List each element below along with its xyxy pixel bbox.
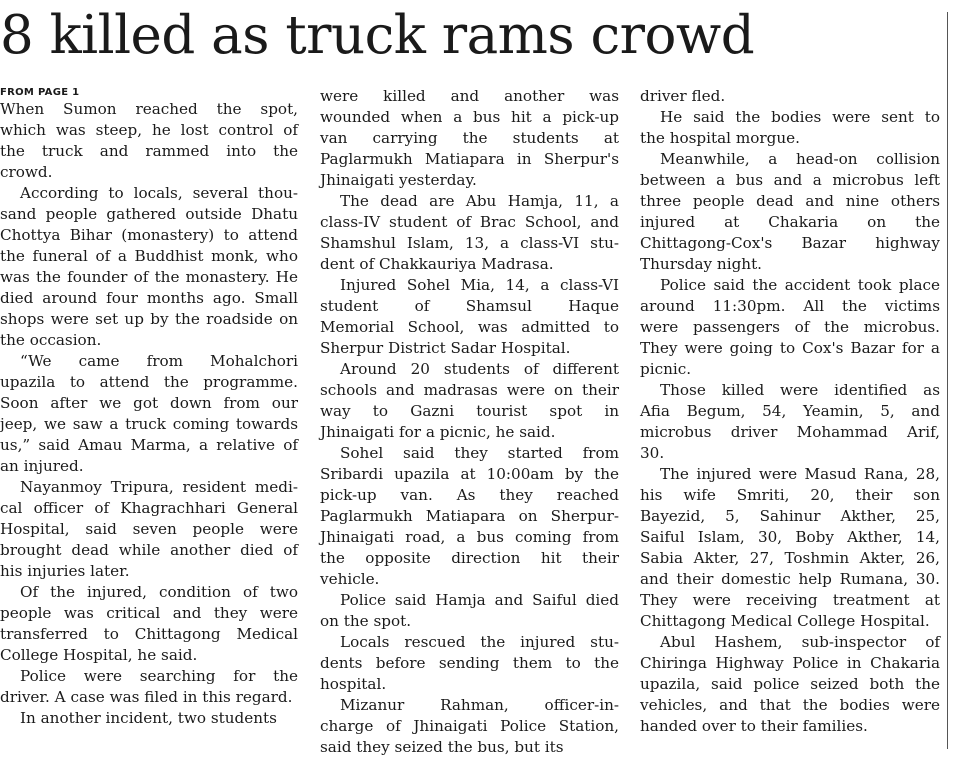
article-line: sand people gathered outside Dhatu — [0, 205, 298, 223]
article-line: Police were searching for the — [20, 667, 298, 685]
article-paragraph — [320, 632, 619, 695]
article-line: three people dead and nine others — [640, 192, 940, 210]
article-paragraph — [640, 380, 940, 464]
article-line: Those killed were identified as — [660, 381, 940, 399]
article-line: the hospital morgue. — [640, 129, 800, 147]
article-paragraph — [320, 191, 619, 275]
article-line: Sabia Akter, 27, Toshmin Akter, 26, — [640, 549, 940, 567]
article-column-3 — [640, 86, 940, 737]
article-line: wounded when a bus hit a pick-up — [320, 108, 619, 126]
article-line: dents before sending them to the — [320, 654, 619, 672]
article-line: the opposite direction hit their vehicle. — [320, 549, 619, 588]
article-line: Sribardi upazila at 10:00am by the — [320, 465, 619, 483]
article-line: Police said the accident took place — [660, 276, 940, 294]
article-line: injured at Chakaria on the — [640, 213, 940, 231]
from-page-kicker: FROM PAGE 1 — [0, 87, 80, 98]
article-line: the occasion. — [0, 331, 102, 349]
article-line: The dead are Abu Hamja, 11, a — [340, 192, 619, 210]
article-line: and their domestic help Rumana, 30. — [640, 570, 940, 588]
article-line: an injured. — [0, 457, 84, 475]
article-line: Thursday night. — [640, 255, 763, 273]
article-line: charge of Jhinaigati Police Station, — [320, 717, 619, 735]
article-line: Injured Sohel Mia, 14, a class-VI — [340, 276, 619, 294]
article-paragraph — [0, 666, 298, 708]
article-line: They were receiving treatment at — [640, 591, 940, 609]
article-line: his injuries later. — [0, 562, 130, 580]
article-line: class-IV student of Brac School, and — [320, 213, 619, 231]
article-line: was the founder of the monastery. He — [0, 268, 298, 286]
article-line: died around four months ago. Small — [0, 289, 298, 307]
article-line: jeep, we saw a truck coming towards — [0, 415, 298, 433]
article-line: 30. — [640, 444, 665, 462]
article-line: Abul Hashem, sub-inspector of — [660, 633, 940, 651]
article-paragraph — [320, 590, 619, 632]
article-line: Nayanmoy Tripura, resident medi- — [20, 478, 298, 496]
article-line: College Hospital, he said. — [0, 646, 198, 664]
article-paragraph — [640, 632, 940, 737]
article-line: upazila, said police seized both the — [640, 675, 940, 693]
article-line: were killed and another was — [320, 87, 619, 105]
article-line: Chottya Bihar (monastery) to attend — [0, 226, 298, 244]
article-line: Of the injured, condition of two — [20, 583, 298, 601]
article-line: Soon after we got down from our — [0, 394, 298, 412]
article-column-1 — [0, 86, 298, 729]
article-line: the funeral of a Buddhist monk, who — [0, 247, 298, 265]
article-line: Police said Hamja and Saiful died — [340, 591, 619, 609]
article-line: pick-up van. As they reached — [320, 486, 619, 504]
article-line: Sherpur District Sadar Hospital. — [320, 339, 571, 357]
article-line: microbus driver Mohammad Arif, — [640, 423, 940, 441]
article-line: When Sumon reached the spot, — [0, 100, 298, 118]
article-line: Bayezid, 5, Sahinur Akther, 25, — [640, 507, 940, 525]
article-paragraph — [0, 582, 298, 666]
article-line: said they seized the bus, but its — [320, 738, 564, 756]
article-line: van carrying the students at — [320, 129, 619, 147]
article-line: Jhinaigati for a picnic, he said. — [320, 423, 556, 441]
article-line: way to Gazni tourist spot in — [320, 402, 619, 420]
article-line: They were going to Cox's Bazar for a — [640, 339, 940, 357]
article-line: driver fled. — [640, 87, 726, 105]
article-line: Paglarmukh Matiapara in Sherpur's — [320, 150, 619, 168]
article-line: vehicles, and that the bodies were — [640, 696, 940, 714]
article-paragraph — [0, 99, 298, 183]
article-paragraph — [0, 351, 298, 477]
article-line: Shamshul Islam, 13, a class-VI stu- — [320, 234, 619, 252]
article-line: transferred to Chittagong Medical — [0, 625, 298, 643]
article-line: between a bus and a microbus left — [640, 171, 940, 189]
article-paragraph — [640, 464, 940, 632]
article-line: brought dead while another died of — [0, 541, 298, 559]
article-line: his wife Smriti, 20, their son — [640, 486, 940, 504]
article-paragraph — [0, 708, 298, 729]
article-line: Locals rescued the injured stu- — [340, 633, 619, 651]
article-line: student of Shamsul Haque — [320, 297, 619, 315]
article-paragraph — [320, 443, 619, 590]
column-rule — [947, 12, 948, 749]
article-line: which was steep, he lost control of — [0, 121, 298, 139]
article-paragraph — [320, 275, 619, 359]
headline: 8 killed as truck rams crowd — [0, 5, 755, 66]
article-line: According to locals, several thou- — [20, 184, 298, 202]
article-paragraph — [640, 275, 940, 380]
article-line: on the spot. — [320, 612, 412, 630]
article-line: shops were set up by the roadside on — [0, 310, 298, 328]
article-line: upazila to attend the programme. — [0, 373, 298, 391]
article-paragraph — [320, 86, 619, 191]
article-line: Sohel said they started from — [340, 444, 619, 462]
article-line: schools and madrasas were on their — [320, 381, 619, 399]
article-line: In another incident, two students — [20, 709, 277, 727]
article-line: picnic. — [640, 360, 692, 378]
article-line: Paglarmukh Matiapara on Sherpur- — [320, 507, 619, 525]
article-line: around 11:30pm. All the victims — [640, 297, 940, 315]
article-line: the truck and rammed into the — [0, 142, 298, 160]
article-line: hospital. — [320, 675, 387, 693]
article-line: Chiringa Highway Police in Chakaria — [640, 654, 940, 672]
article-line: Meanwhile, a head-on collision — [660, 150, 940, 168]
article-paragraph — [640, 149, 940, 275]
article-paragraph — [640, 107, 940, 149]
article-line: Mizanur Rahman, officer-in- — [340, 696, 619, 714]
article-line: Jhinaigati yesterday. — [320, 171, 477, 189]
article-line: He said the bodies were sent to — [660, 108, 940, 126]
article-paragraph — [0, 477, 298, 582]
article-line: Chittagong-Cox's Bazar highway — [640, 234, 940, 252]
article-line: were passengers of the microbus. — [640, 318, 940, 336]
article-line: dent of Chakkauriya Madrasa. — [320, 255, 554, 273]
article-paragraph — [640, 86, 940, 107]
article-line: driver. A case was filed in this regard. — [0, 688, 293, 706]
article-line: Afia Begum, 54, Yeamin, 5, and — [640, 402, 940, 420]
article-line: The injured were Masud Rana, 28, — [660, 465, 940, 483]
article-paragraph — [320, 359, 619, 443]
article-line: cal officer of Khagrachhari General — [0, 499, 298, 517]
article-line: Chittagong Medical College Hospital. — [640, 612, 930, 630]
article-line: us,” said Amau Marma, a relative of — [0, 436, 298, 454]
article-line: Jhinaigati road, a bus coming from — [320, 528, 619, 546]
article-line: Memorial School, was admitted to — [320, 318, 619, 336]
article-line: handed over to their families. — [640, 717, 868, 735]
article-line: Hospital, said seven people were — [0, 520, 298, 538]
article-line: Saiful Islam, 30, Boby Akther, 14, — [640, 528, 940, 546]
article-line: crowd. — [0, 163, 53, 181]
article-paragraph — [0, 183, 298, 351]
article-line: people was critical and they were — [0, 604, 298, 622]
article-line: “We came from Mohalchori — [20, 352, 298, 370]
article-column-2 — [320, 86, 619, 758]
article-line: Around 20 students of different — [340, 360, 619, 378]
